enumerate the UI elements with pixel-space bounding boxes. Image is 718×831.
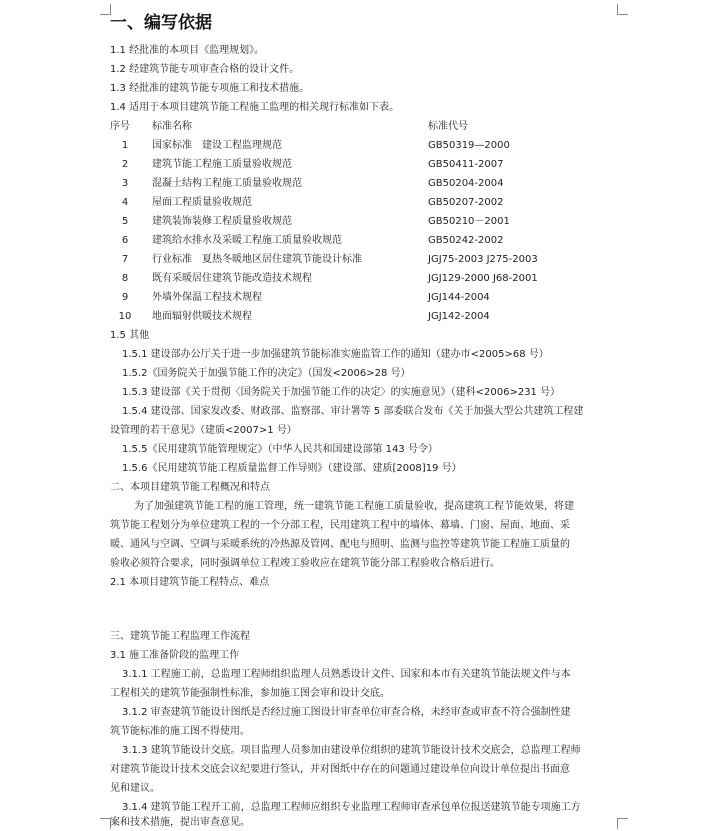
item-3-1-2-line: 筑节能标准的施工图不得使用。 [110,726,250,737]
item-3-1-1-line: 工程相关的建筑节能强制性标准，参加施工图会审和设计交底。 [110,688,390,699]
item-1-5-1: 1.5.1 建设部办公厅关于进一步加强建筑节能标准实施监管工作的通知（建办市<2005>68 号） [122,349,549,360]
section-2-paragraph-line: 筑节能工程划分为单位建筑工程的一个分部工程，民用建筑工程中的墙体、幕墙、门窗、屋面、地面、采 [110,520,570,531]
row-number: 1 [121,140,129,151]
header-name: 标准名称 [152,121,192,132]
row-standard-name: 屋面工程质量验收规范 [152,197,252,208]
item-1-5-6: 1.5.6《民用建筑节能工程质量监督工作导则》（建设部、建质[2008]19 号） [122,463,462,474]
row-standard-name: 既有采暖居住建筑节能改造技术规程 [152,273,312,284]
item-3-1-2-line: 3.1.2 审查建筑节能设计图纸是否经过施工图设计审查单位审查合格，未经审查或审查不符合强制性建 [122,707,571,718]
row-standard-code: JGJ144-2004 [428,292,490,303]
item-1-2: 1.2 经建筑节能专项审查合格的设计文件。 [110,64,300,75]
row-standard-name: 建筑节能工程施工质量验收规范 [152,159,292,170]
table-row [110,272,630,286]
row-number: 8 [121,273,129,284]
table-row [110,310,630,324]
table-row [110,234,630,248]
item-1-4: 1.4 适用于本项目建筑节能工程施工监理的相关现行标准如下表。 [110,102,400,113]
row-number: 3 [121,178,129,189]
item-3-1-3-line: 3.1.3 建筑节能设计交底。项目监理人员参加由建设单位组织的建筑节能设计技术交底会，总监理工程师 [122,745,581,756]
item-1-5-2: 1.5.2《国务院关于加强节能工作的决定》（国发<2006>28 号） [122,368,411,379]
row-standard-code: JGJ129-2000 J68-2001 [428,273,538,284]
row-number: 7 [121,254,129,265]
row-standard-code: GB50204-2004 [428,178,504,189]
row-standard-name: 外墙外保温工程技术规程 [152,292,262,303]
table-row [110,253,630,267]
section-2-heading: 二、本项目建筑节能工程概况和特点 [110,482,270,493]
table-row [110,158,630,172]
crop-mark-bottom-right [617,818,628,829]
table-row [110,177,630,191]
item-3-1-1-line: 3.1.1 工程施工前，总监理工程师组织监理人员熟悉设计文件、国家和本市有关建筑节能法规文件与本 [122,669,571,680]
row-number: 10 [118,311,132,322]
item-1-5-3: 1.5.3 建设部《关于贯彻〈国务院关于加强节能工作的决定〉的实施意见》（建科<2006>231 号） [122,387,561,398]
section-1-5-heading: 1.5 其他 [110,330,150,341]
section-2-paragraph-line: 暖、通风与空调、空调与采暖系统的冷热源及管网、配电与照明、监测与监控等建筑节能工程施工质量的 [110,539,570,550]
row-number: 5 [121,216,129,227]
row-standard-code: GB50210－2001 [428,216,510,227]
row-standard-name: 建筑给水排水及采暖工程施工质量验收规范 [152,235,342,246]
item-1-1: 1.1 经批准的本项目《监理规划》。 [110,45,265,56]
table-row [110,291,630,305]
item-3-1-3-line: 对建筑节能设计技术交底会议纪要进行签认，并对图纸中存在的问题通过建设单位向设计单位提出书面意 [110,764,570,775]
row-standard-name: 行业标准 夏热冬暖地区居住建筑节能设计标准 [152,254,362,265]
item-1-5-4: 1.5.4 建设部、国家发改委、财政部、监察部、审计署等 5 部委联合发布《关于加强大型公共建筑工程建 [122,406,584,417]
table-row [110,196,630,210]
item-1-5-5: 1.5.5《民用建筑节能管理规定》（中华人民共和国建设部第 143 号令） [122,444,438,455]
item-3-1-4-line: 3.1.4 建筑节能工程开工前，总监理工程师应组织专业监理工程师审查承包单位报送建筑节能专项施工方 [122,802,581,813]
row-standard-code: JGJ75-2003 J275-2003 [428,254,538,265]
section-2-1-heading: 2.1 本项目建筑节能工程特点、难点 [110,577,270,588]
row-standard-code: JGJ142-2004 [428,311,490,322]
section-2-paragraph-line: 验收必须符合要求，同时强调单位工程竣工验收应在建筑节能分部工程验收合格后进行。 [110,558,500,569]
row-standard-name: 国家标准 建设工程监理规范 [152,140,282,151]
row-standard-code: GB50319—2000 [428,140,510,151]
header-code: 标准代号 [428,121,468,132]
row-standard-name: 地面辐射供暖技术规程 [152,311,252,322]
item-3-1-4-line: 案和技术措施，提出审查意见。 [110,817,250,828]
item-1-5-4-continued: 设管理的若干意见》（建质<2007>1 号） [110,425,297,436]
row-number: 2 [121,159,129,170]
row-standard-name: 混凝土结构工程施工质量验收规范 [152,178,302,189]
section-3-heading: 三、建筑节能工程监理工作流程 [110,631,250,642]
section-3-1-heading: 3.1 施工准备阶段的监理工作 [110,650,240,661]
table-header-row [110,120,630,134]
row-number: 9 [121,292,129,303]
row-standard-name: 建筑装饰装修工程质量验收规范 [152,216,292,227]
section-2-paragraph-line: 为了加强建筑节能工程的施工管理，统一建筑节能工程施工质量验收，提高建筑工程节能效果，将建 [134,501,574,512]
table-row [110,215,630,229]
row-standard-code: GB50242-2002 [428,235,504,246]
row-standard-code: GB50207-2002 [428,197,504,208]
row-number: 4 [121,197,129,208]
item-3-1-3-line: 见和建议。 [110,783,160,794]
crop-mark-top-right [617,4,628,15]
item-1-3: 1.3 经批准的建筑节能专项施工和技术措施。 [110,83,310,94]
header-number: 序号 [110,121,130,132]
page-heading: 一、编写依据 [110,13,212,33]
row-number: 6 [121,235,129,246]
table-row [110,139,630,153]
row-standard-code: GB50411-2007 [428,159,504,170]
